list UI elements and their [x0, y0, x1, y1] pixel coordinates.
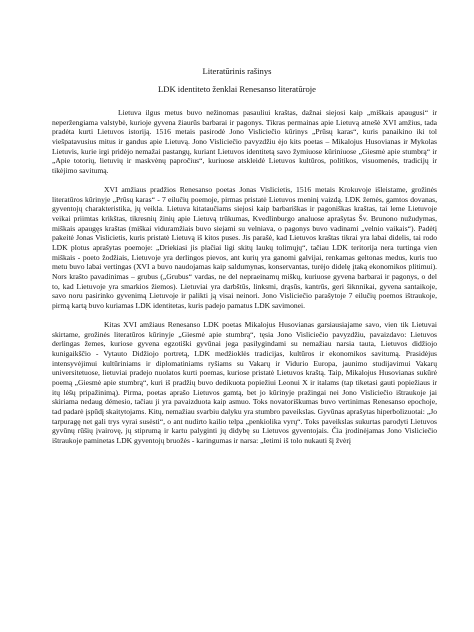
document-title: Literatūrinis rašinys [202, 66, 272, 76]
document-subtitle: LDK identiteto ženklai Renesanso literatūroje [158, 84, 316, 94]
paragraph: Lietuva ilgus metus buvo nežinomas pasauliui kraštas, dažnai siejosi kaip „miškais apaugusi“ ir neperžengiama valstybė, kurioje gyvena žiaurūs barbarai ir pagonys. Tikras permainas apie Lietuvą atnešė XVI amžius, tada pradėta kurti Lietuvos istoriją. 1516 metais pasirodė Jono Visliciečio kūrinys „Prūsų karas“, kuris panaikino iki tol viešpatavusius mitus ir gandus apie Lietuvą. Jono Visliciečio pavyzdžiu ėjo kits poetas – Mikalojus Husovianas ir Mykolas Lietuvis, kurie irgi pridėjo nemažai pastangų, kuriant Lietuvos identitetą savo žymiuose kūriniuose „Giesmė apie stumbrą“ ir „Apie totorių, lietuvių ir maskvėnų papročius“, kuriuose atskleidė Lietuvos kultūros, politikos, visuomenės, tradicijų ir tikėjimo savitumą. [52, 108, 437, 175]
document-body [52, 108, 437, 455]
paragraph: XVI amžiaus pradžios Renesanso poetas Jonas Vislicietis, 1516 metais Krokuvoje išleistame, grožinės literatūros kūrinyje „Prūsų karas“ - 7 eilučių poemoje, pirmas pristatė Lietuvos meninį vaizdą. LDK žemės, gamtos dovanas, gyventojų charakteristika, jų veikla. Lietuva kitataučiams siejosi kaip barbariškas ir pagoniškas kraštas, tai leme Lietuvoje veikai priimtas krikštas, tikresnių žinių apie Lietuvą trūkumas, Kvedlinburgo analuose aprašytas Šv. Brunono nužudymas, miškais apaugęs kraštas (miškai viduramžiais buvo siejami su velniava, o pagonys buvo vadinami „velnio vaikais“). Padėtį pakeitė Jonas Vislicietis, kuris pristatė Lietuvą iš kitos puses. Jis parašė, kad Lietuvos kraštas tikrai yra labai didelis, tai rodo LDK plotus aprašytas poemoje: „Driekiasi jis plačiai ligi skitų laukų tolimųjų“, tačiau LDK teritorija nera turtinga vien miškais - poeto žodžiais, Lietuvoje yra derlingos pievos, ant kurių yra ganomi galvijai, renkamas geltonas medus, kuris tuo metu buvo labai vertingas (XVI a buvo naudojamas kaip saldumynas, konservantas, turėjo didelę įtaką ekonomikos plitimui). Nors krašto pavadinimas – grubus („Grubus“ vardas, ne del nepraeinamų miškų, kuriuose gyvena barbarai ir pagonys, o del to, kad Lietuvoje yra smarkios žiemos). Lietuviai yra darbštūs, linksmi, drąsūs, kantrūs, geri šiknnikai, gyvena santaikoje, savo noru pasirinko gyvenimą Lietuvoje ir palikti ją visai neinori. Jono Visliciečio parašytoje 7 eilučių poemos ištraukoje, pirmą kartą buvo kuriamas LDK identitetas, kuris padejo pamatus LDK savimonei. [52, 185, 437, 310]
paragraph: Kitas XVI amžiaus Renesanso LDK poetas Mikalojus Husovianas garsiausiajame savo, vien tik Lietuvai skirtame, grožinės literatūros kūrinyje „Giesmė apie stumbrą“, tęsia Jono Visliciečio pavyzdžiu, pavaizdavo: Lietuvos derlingas žemes, kuriose gyvena egzotiški gyvūnai jega pasilygindami su nemažiau narsia tauta, Lietuvos didžiojo kunigaikščio - Vytauto Didžiojo portretą, LDK medžioklės tradicijas, kultūros ir ekonomikos savitumą. Prasidėjus intensyvėjimui kultūriniams ir diplomatiniams ryšiams su Vakarų ir Vidurio Europa, jaunimo studijavimui Vakarų universitetuose, lietuviai pradejo nuolatos kurti poemas, kuriose pristatė Lietuvos kraštą. Taip, Mikalojus Husovianas sukūrė poemą „Giesmė apie stumbrą“, kuri iš pradžių buvo dedikuota popiežiui Leonui X ir italams (tap tiketasi gauti popiežiaus ir itų lėšų pripažinimą). Pirma, poetas aprašo Lietuvos gamtą, bet jo kūrinyje pražingai nei Jono Visliciečio ištraukoje jai skiriama nedaug démesio, tačiau ji yra pavaizduota kaip asmuo. Toks novatoriškumas buvo vertinimas Renesanso epochoje, tad padarė įspūdį skaitytojams. Kitų, nemažiau svarbiu dalyku yra stumbro paveikslas. Gyvūnas aprašytas hiperbolizuotai: „Jo tarpuragę net gali trys vyrai susėsti“, o ant nudirto kailio telpa „penkiolika vyrų“. Toks paveikslas sukurtas parodyti Lietuvos gyvūnų rūšių įvairovę, jų stiprumą ir kartu palyginti jų didybę su Lietuvos gyventojais. Čia įrodinėjamas Jono Visliciečio ištraukoje paminetas LDK gyventojų bruožės - karingumas ir narsa: „Ietimi iš tolo nukauti šį žvėrį [52, 320, 437, 445]
